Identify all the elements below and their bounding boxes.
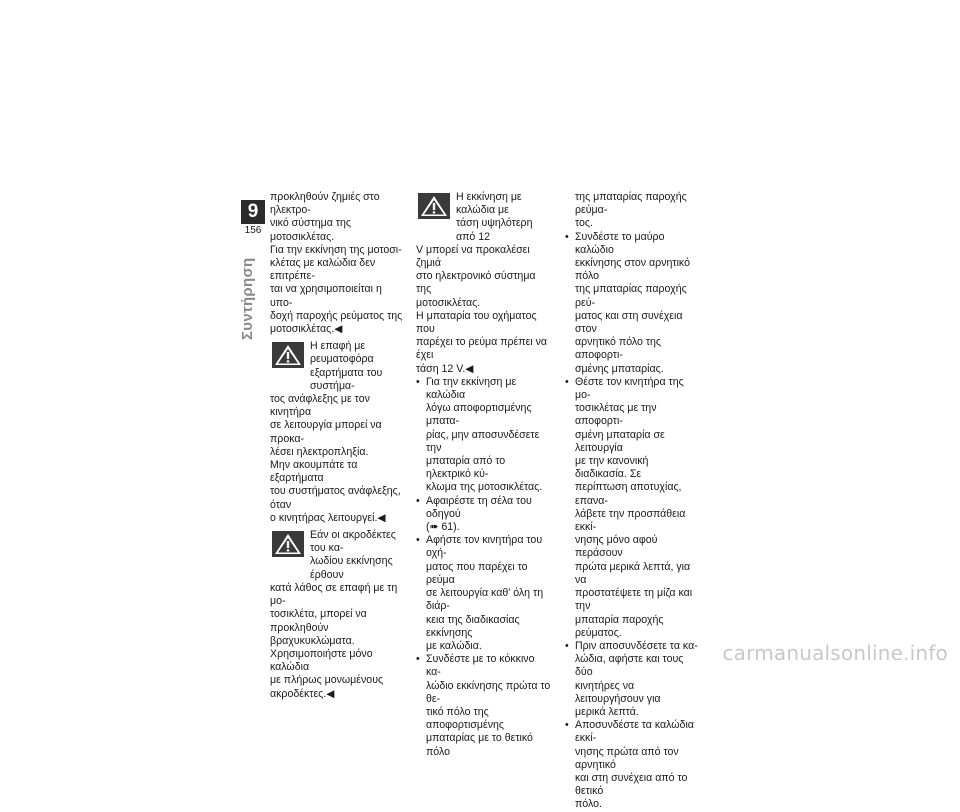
chapter-number: 9	[241, 200, 265, 224]
list-item: • Συνδέστε το μαύρο καλώδιο εκκίνησης στον αρνητικό πόλο της μπαταρίας παροχής ρεύ- ματος και στη συνέχεια στον αρνητικό πόλο της αποφορτι- σμένης μπαταρίας.	[565, 231, 701, 376]
text-column-3	[565, 191, 701, 812]
warning-text-cont: V μπορεί να προκαλέσει ζημιά στο ηλεκτρονικό σύστημα της μοτοσικλέτας. Η μπαταρία του οχήματος που παρέχει το ρεύμα πρέπει να έχει τάση 12 V.◀	[416, 243, 548, 375]
warning-text-cont: τος ανάφλεξης με τον κινητήρα σε λειτουργία μπορεί να προκα- λέσει ηλεκτροπληξία. Μην ακουμπάτε τα εξαρτήματα του συστήματος ανάφλεξης, όταν ο κινητήρας λειτουργεί.◀	[270, 393, 401, 524]
text-column-2	[416, 191, 552, 759]
chapter-tab	[241, 200, 265, 236]
warning-text: Η επαφή με ρευματοφόρα εξαρτήματα του συστήμα-	[310, 340, 383, 392]
warning-text-cont: κατά λάθος σε επαφή με τη μο- τοσικλέτα, μπορεί να προκληθούν βραχυκυκλώματα. Χρησιμοποιήστε μόνο καλώδια με πλήρως μονωμένους ακροδέκτες.◀	[270, 581, 398, 700]
list-item: • Συνδέστε με το κόκκινο κα- λώδιο εκκίνησης πρώτα το θε- τικό πόλο της αποφορτισμένης μπαταρίας με το θετικό πόλο	[416, 653, 552, 759]
text-column-1	[270, 191, 406, 701]
list-item: • Για την εκκίνηση με καλώδια λόγω αποφορτισμένης μπατα- ρίας, μην αποσυνδέσετε την μπαταρία από το ηλεκτρικό κύ- κλωμα της μοτοσικλέτας.	[416, 376, 552, 495]
list-item: • Πριν αποσυνδέσετε τα κα- λώδια, αφήστε και τους δύο κινητήρες να λειτουργήσουν για μερικά λεπτά.	[565, 640, 701, 719]
list-item: • Αφαιρέστε τη σέλα του οδηγού (➠ 61).	[416, 495, 552, 535]
warning-block-short-circuit	[270, 529, 406, 701]
list-item: • Αποσυνδέστε τα καλώδια εκκί- νησης πρώτα από τον αρνητικό και στη συνέχεια από το θετικό πόλο.	[565, 719, 701, 811]
watermark: carmanualsonline.info	[722, 641, 948, 665]
warning-text: Η εκκίνηση με καλώδια με τάση υψηλότερη από 12	[456, 191, 533, 243]
warning-block-shock	[270, 340, 406, 525]
warning-triangle-icon	[272, 531, 304, 557]
section-label: Συντήρηση	[239, 257, 256, 340]
warning-triangle-icon	[418, 193, 450, 219]
warning-block-voltage	[416, 191, 552, 376]
list-item: • Αφήστε τον κινητήρα του οχή- ματος που παρέχει το ρεύμα σε λειτουργία καθ' όλη τη διάρ- κεια της διαδικασίας εκκίνησης με καλώδια.	[416, 534, 552, 653]
list-item-continuation: της μπαταρίας παροχής ρεύμα- τος.	[575, 191, 687, 230]
page-number: 156	[244, 225, 262, 236]
procedure-list	[416, 376, 552, 759]
warning-triangle-icon	[272, 342, 304, 368]
list-item: • Θέστε τον κινητήρα της μο- τοσικλέτας με την αποφορτι- σμένη μπαταρία σε λειτουργία με την κανονική διαδικασία. Σε περίπτωση αποτυχίας, επανα- λάβετε την προσπάθεια εκκί- νησης μόνο αφού περάσουν πρώτα μερικά λεπτά, για να προστατέψετε τη μίζα και την μπαταρία παροχής ρεύματος.	[565, 376, 701, 640]
procedure-list-continued	[565, 191, 701, 812]
paragraph-intro: προκληθούν ζημιές στο ηλεκτρο- νικό σύστημα της μοτοσικλέτας. Για την εκκίνηση της μοτοσι- κλέτας με καλώδια δεν επιτρέπε- ται να χρησιμοποιείται η υπο- δοχή παροχής ρεύματος της μοτοσικλέτας.◀	[270, 191, 403, 336]
warning-text: Εάν οι ακροδέκτες του κα- λωδίου εκκίνησης έρθουν	[310, 529, 396, 581]
